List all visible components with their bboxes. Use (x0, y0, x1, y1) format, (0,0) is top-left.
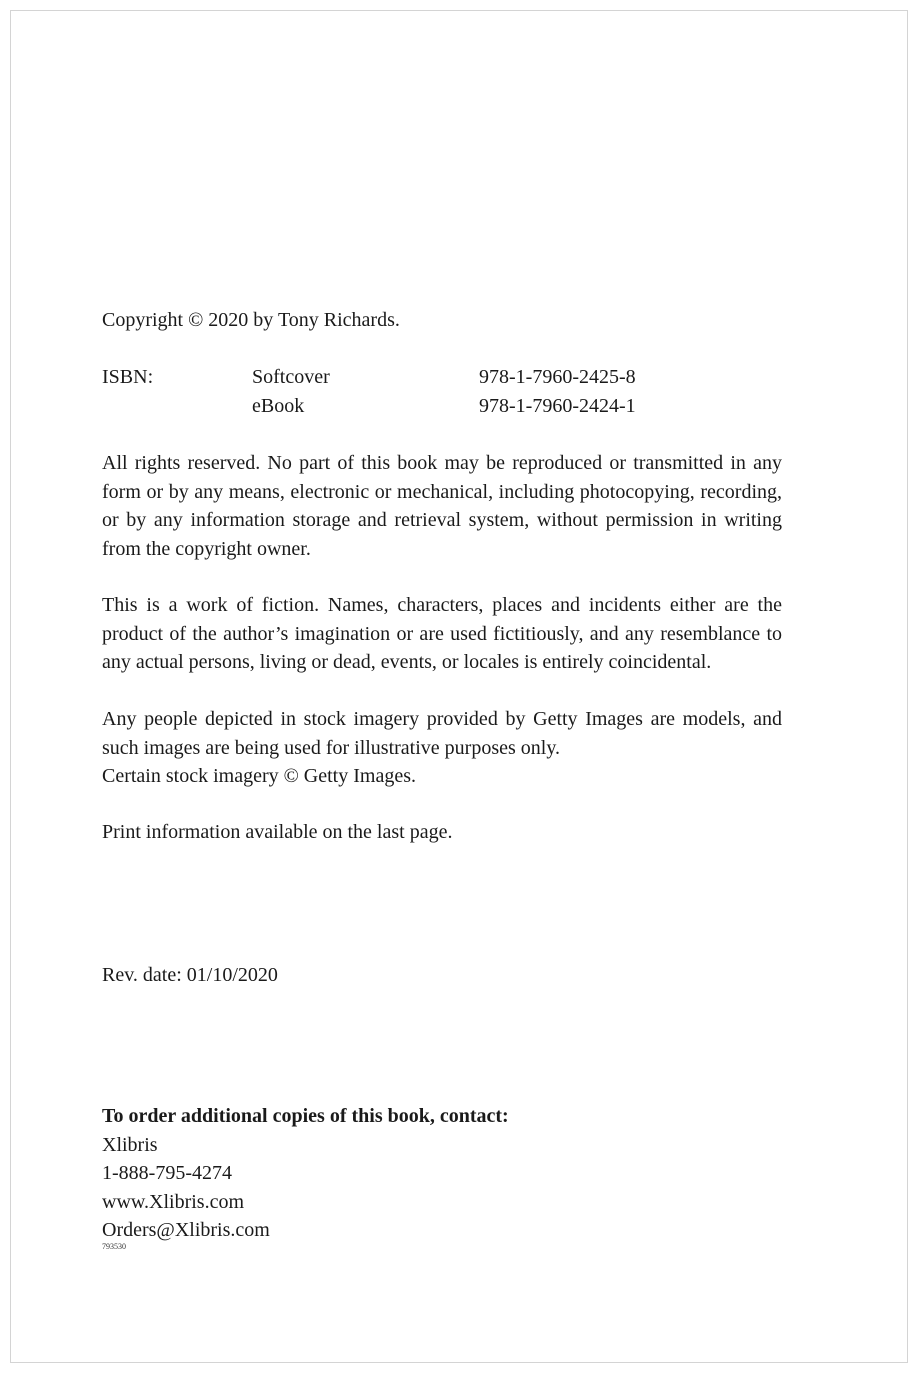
order-contact-heading: To order additional copies of this book, contact: (102, 1105, 509, 1127)
copyright-notice: Copyright © 2020 by Tony Richards. (102, 309, 400, 331)
isbn-row-ebook (102, 392, 782, 421)
stock-imagery-models-text: Any people depicted in stock imagery provided by Getty Images are models, and such images are being used for illustrative purposes only. (102, 708, 782, 759)
publisher-name: Xlibris (102, 1133, 158, 1156)
isbn-table (102, 363, 782, 420)
order-contact-block (102, 1102, 782, 1245)
isbn-row-softcover (102, 363, 782, 392)
publisher-website: www.Xlibris.com (102, 1190, 245, 1213)
rights-reserved-paragraph: All rights reserved. No part of this book may be reproduced or transmitted in any form or by any means, electronic or mechanical, including photocopying, recording, or by any information storage and retrieval system, without permission in writing from the copyright owner. (102, 452, 782, 560)
isbn-number-ebook: 978-1-7960-2424-1 (479, 394, 636, 417)
print-code: 793530 (102, 1242, 126, 1251)
publisher-phone: 1-888-795-4274 (102, 1162, 232, 1184)
isbn-format-ebook: eBook (252, 394, 305, 417)
fiction-disclaimer-paragraph: This is a work of fiction. Names, characters, places and incidents either are the product of the author’s imagination or are used fictitiously, and any resemblance to any actual persons, living or dead, events, or locales is entirely coincidental. (102, 594, 782, 673)
stock-imagery-notice (102, 705, 782, 791)
revision-date: Rev. date: 01/10/2020 (102, 964, 278, 986)
isbn-number-softcover: 978-1-7960-2425-8 (479, 366, 636, 388)
stock-imagery-copyright-text: Certain stock imagery © Getty Images. (102, 765, 416, 787)
publisher-email: Orders@Xlibris.com (102, 1219, 270, 1241)
isbn-format-softcover: Softcover (252, 366, 330, 388)
isbn-label: ISBN: (102, 366, 154, 388)
print-information-text: Print information available on the last page. (102, 821, 453, 843)
